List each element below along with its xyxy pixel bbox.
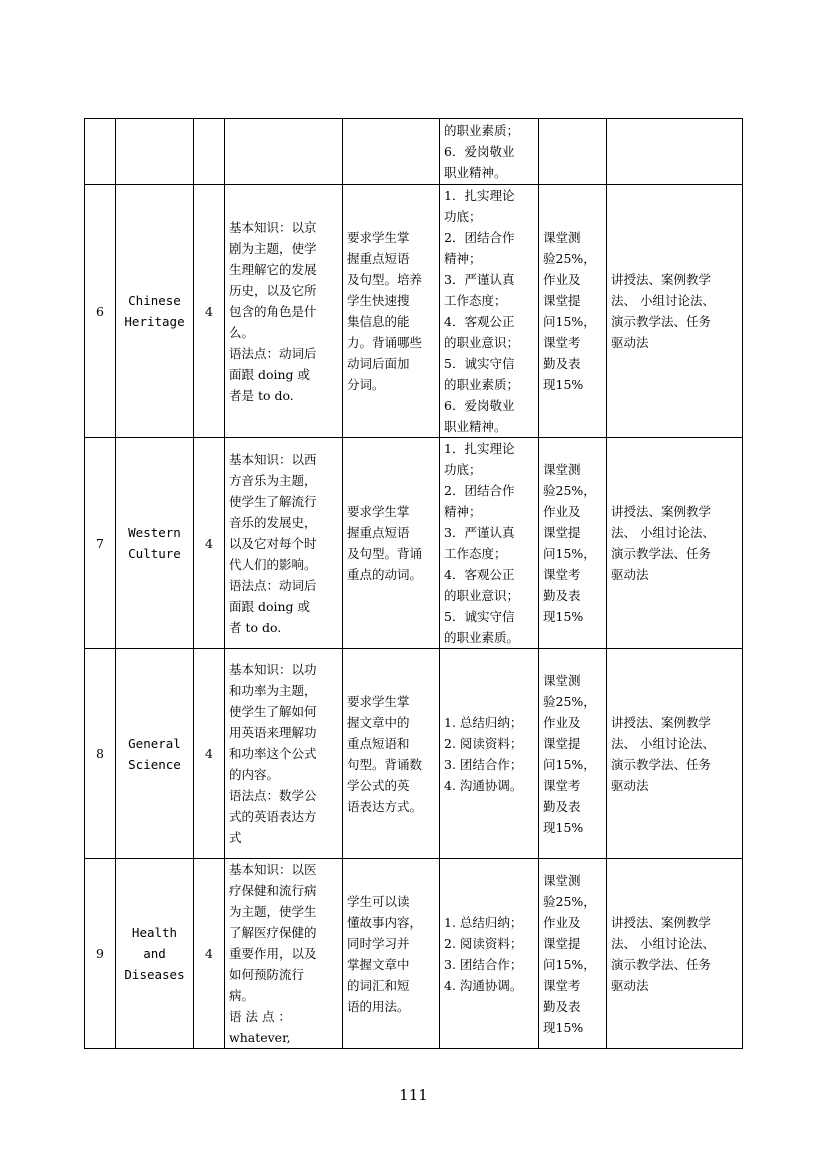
cell-line: 功底； bbox=[444, 209, 482, 224]
cell-line: 课堂测 bbox=[543, 230, 581, 245]
lesson-number-cell bbox=[85, 438, 116, 649]
cell-line: 现15% bbox=[543, 819, 584, 835]
cell-line: 4．客观公正 bbox=[444, 314, 515, 329]
unit-name-cell bbox=[116, 649, 194, 859]
cell-line: 要求学生掌 bbox=[347, 230, 410, 245]
assessment-cell bbox=[539, 119, 607, 185]
skill-objective-cell bbox=[343, 185, 440, 438]
cell-line: 勤及表 bbox=[543, 798, 581, 814]
cell-line: 3．严谨认真 bbox=[444, 272, 515, 287]
teaching-methods-cell bbox=[607, 438, 743, 649]
cell-line: 演示教学法、任务 bbox=[611, 956, 712, 972]
cell-line: 的词汇和短 bbox=[347, 977, 410, 993]
cell-line: 面跟 doing 或 bbox=[229, 598, 311, 614]
cell-line: 基本知识：以京 bbox=[229, 219, 317, 235]
cell-line: 职业精神。 bbox=[444, 419, 507, 434]
cell-line: 病。 bbox=[229, 988, 255, 1003]
cell-line: 验25%， bbox=[543, 251, 596, 266]
cell-line: 验25%， bbox=[543, 483, 596, 498]
quality-objective-cell bbox=[440, 859, 539, 1049]
teaching-methods-cell bbox=[607, 119, 743, 185]
hours-cell bbox=[194, 649, 225, 859]
cell-text: 4 bbox=[205, 946, 213, 961]
cell-line: 讲授法、案例教学 bbox=[611, 504, 712, 519]
cell-line: 课堂测 bbox=[543, 872, 581, 888]
skill-objective-cell bbox=[343, 859, 440, 1049]
cell-line: 2. 阅读资料； bbox=[444, 735, 523, 751]
assessment-cell bbox=[539, 649, 607, 859]
cell-text: 7 bbox=[96, 535, 104, 551]
cell-line: 驱动法 bbox=[611, 777, 649, 793]
cell-line: 基本知识：以功 bbox=[229, 662, 317, 677]
cell-line: 重要作用，以及 bbox=[229, 946, 317, 961]
cell-text: 4 bbox=[205, 303, 213, 319]
cell-line: 学生可以读 bbox=[347, 893, 410, 909]
hours-cell bbox=[194, 119, 225, 185]
unit-name-cell bbox=[116, 119, 194, 185]
hours-cell bbox=[194, 185, 225, 438]
cell-line: 如何预防流行 bbox=[229, 967, 305, 982]
cell-line: 验25%， bbox=[543, 893, 596, 909]
table-row bbox=[85, 649, 743, 859]
cell-line: 作业及 bbox=[543, 714, 581, 730]
cell-line: 剧为主题，使学 bbox=[229, 240, 317, 256]
cell-line: 勤及表 bbox=[543, 356, 581, 371]
cell-line: 驱动法 bbox=[611, 567, 649, 582]
skill-objective-cell bbox=[343, 649, 440, 859]
cell-line: 语法点：动词后 bbox=[229, 577, 317, 593]
cell-line: 6．爱岗敬业 bbox=[444, 398, 515, 413]
quality-objective-cell bbox=[440, 438, 539, 649]
cell-text: 4 bbox=[205, 746, 213, 761]
table-row bbox=[85, 119, 743, 185]
cell-line: Culture bbox=[128, 546, 181, 561]
cell-line: 3. 团结合作； bbox=[444, 956, 523, 972]
cell-line: 法、 小组讨论法、 bbox=[611, 735, 715, 751]
knowledge-objective-cell bbox=[225, 119, 343, 185]
cell-line: 者是 to do. bbox=[229, 387, 294, 403]
cell-line: 问15%， bbox=[543, 314, 596, 329]
cell-line: 演示教学法、任务 bbox=[611, 756, 712, 772]
cell-line: 语表达方式。 bbox=[347, 798, 423, 814]
cell-line: 2．团结合作 bbox=[444, 483, 515, 498]
cell-line: 3. 团结合作； bbox=[444, 756, 523, 772]
cell-line: 职业精神。 bbox=[444, 165, 507, 180]
page-number: 111 bbox=[399, 1086, 428, 1104]
cell-line: 课堂提 bbox=[543, 293, 581, 308]
cell-line: 同时学习并 bbox=[347, 935, 410, 951]
cell-line: Western bbox=[128, 525, 181, 540]
teaching-methods-cell bbox=[607, 185, 743, 438]
cell-line: whatever, bbox=[229, 1030, 291, 1045]
cell-line: 握文章中的 bbox=[347, 714, 410, 730]
cell-line: 要求学生掌 bbox=[347, 504, 410, 519]
cell-line: 4. 沟通协调。 bbox=[444, 777, 523, 793]
cell-line: 课堂提 bbox=[543, 525, 581, 540]
cell-line: 问15%， bbox=[543, 956, 596, 972]
assessment-cell bbox=[539, 185, 607, 438]
cell-line: 握重点短语 bbox=[347, 251, 410, 266]
cell-line: 现15% bbox=[543, 377, 584, 392]
cell-line: 包含的角色是什 bbox=[229, 303, 317, 319]
cell-line: 法、 小组讨论法、 bbox=[611, 525, 715, 540]
cell-line: 讲授法、案例教学 bbox=[611, 272, 712, 287]
cell-line: 以及它对每个时 bbox=[229, 535, 317, 551]
quality-objective-cell bbox=[440, 119, 539, 185]
cell-line: 使学生了解如何 bbox=[229, 704, 317, 719]
cell-line: 面跟 doing 或 bbox=[229, 366, 311, 382]
cell-line: 课堂提 bbox=[543, 735, 581, 751]
cell-line: 使学生了解流行 bbox=[229, 493, 317, 509]
cell-line: 3．严谨认真 bbox=[444, 525, 515, 540]
cell-line: 句型。背诵数 bbox=[347, 756, 423, 772]
cell-line: 集信息的能 bbox=[347, 314, 410, 329]
cell-line: 勤及表 bbox=[543, 588, 581, 603]
cell-line: 1．扎实理论 bbox=[444, 188, 515, 203]
teaching-methods-cell bbox=[607, 859, 743, 1049]
skill-objective-cell bbox=[343, 119, 440, 185]
cell-line: 问15%， bbox=[543, 546, 596, 561]
table-row bbox=[85, 185, 743, 438]
cell-line: 的职业素质； bbox=[444, 123, 520, 138]
cell-line: 5．诚实守信 bbox=[444, 356, 515, 371]
unit-name-cell bbox=[116, 859, 194, 1049]
cell-line: 懂故事内容， bbox=[347, 914, 423, 930]
cell-line: 4．客观公正 bbox=[444, 567, 515, 582]
cell-line: 2．团结合作 bbox=[444, 230, 515, 245]
cell-line: 精神； bbox=[444, 251, 482, 266]
cell-line: 功底； bbox=[444, 462, 482, 477]
cell-line: Diseases bbox=[124, 967, 185, 982]
cell-line: 力。背诵哪些 bbox=[347, 335, 423, 350]
cell-line: 6．爱岗敬业 bbox=[444, 144, 515, 159]
cell-line: 了解医疗保健的 bbox=[229, 925, 317, 940]
quality-objective-cell bbox=[440, 649, 539, 859]
cell-line: 驱动法 bbox=[611, 335, 649, 350]
cell-line: 1. 总结归纳； bbox=[444, 714, 523, 730]
cell-line: 勤及表 bbox=[543, 998, 581, 1014]
cell-line: 及句型。培养 bbox=[347, 272, 423, 287]
table-row bbox=[85, 438, 743, 649]
cell-line: 语的用法。 bbox=[347, 998, 410, 1014]
cell-line: 重点短语和 bbox=[347, 735, 410, 751]
cell-line: 代人们的影响。 bbox=[229, 556, 317, 572]
cell-line: 疗保健和流行病 bbox=[229, 883, 317, 898]
cell-text: 4 bbox=[205, 535, 213, 551]
lesson-number-cell bbox=[85, 859, 116, 1049]
cell-line: 讲授法、案例教学 bbox=[611, 914, 712, 930]
cell-line: Health bbox=[131, 925, 178, 940]
cell-line: 的职业意识； bbox=[444, 588, 520, 603]
cell-line: Heritage bbox=[124, 314, 185, 329]
cell-line: and bbox=[143, 946, 166, 961]
knowledge-objective-cell bbox=[225, 859, 343, 1049]
cell-line: 验25%， bbox=[543, 693, 596, 709]
cell-line: 1. 总结归纳； bbox=[444, 914, 523, 930]
cell-line: 演示教学法、任务 bbox=[611, 314, 712, 329]
cell-line: Science bbox=[128, 756, 181, 772]
cell-line: 和功率这个公式 bbox=[229, 746, 317, 761]
cell-line: 掌握文章中 bbox=[347, 956, 410, 972]
cell-line: 语 法 点 ： bbox=[229, 1009, 291, 1024]
knowledge-objective-cell bbox=[225, 185, 343, 438]
cell-line: 课堂提 bbox=[543, 935, 581, 951]
cell-line: 1．扎实理论 bbox=[444, 441, 515, 456]
cell-line: 要求学生掌 bbox=[347, 693, 410, 709]
cell-text: 6 bbox=[96, 303, 104, 319]
cell-line: 课堂考 bbox=[543, 977, 581, 993]
cell-line: 基本知识：以西 bbox=[229, 451, 317, 467]
unit-name-cell bbox=[116, 185, 194, 438]
cell-line: 分词。 bbox=[347, 377, 385, 392]
hours-cell bbox=[194, 438, 225, 649]
assessment-cell bbox=[539, 859, 607, 1049]
cell-line: 语法点：数学公 bbox=[229, 788, 317, 803]
cell-line: 握重点短语 bbox=[347, 525, 410, 540]
cell-line: 工作态度； bbox=[444, 546, 507, 561]
cell-line: 工作态度； bbox=[444, 293, 507, 308]
cell-line: 作业及 bbox=[543, 504, 581, 519]
lesson-number-cell bbox=[85, 649, 116, 859]
cell-line: 的职业素质； bbox=[444, 377, 520, 392]
cell-line: 者 to do. bbox=[229, 619, 282, 635]
cell-line: 课堂考 bbox=[543, 335, 581, 350]
cell-line: 的内容。 bbox=[229, 767, 280, 782]
cell-line: 5．诚实守信 bbox=[444, 609, 515, 624]
cell-line: 问15%， bbox=[543, 756, 596, 772]
knowledge-objective-cell bbox=[225, 649, 343, 859]
cell-line: 生理解它的发展 bbox=[229, 261, 317, 277]
cell-line: 及句型。背诵 bbox=[347, 546, 423, 561]
cell-line: 历史，以及它所 bbox=[229, 282, 317, 298]
cell-line: 4. 沟通协调。 bbox=[444, 977, 523, 993]
quality-objective-cell bbox=[440, 185, 539, 438]
cell-line: 现15% bbox=[543, 609, 584, 624]
cell-line: 作业及 bbox=[543, 914, 581, 930]
cell-line: Chinese bbox=[128, 293, 181, 308]
cell-line: 为主题，使学生 bbox=[229, 904, 317, 919]
cell-line: 法、 小组讨论法、 bbox=[611, 293, 715, 308]
cell-line: 学生快速搜 bbox=[347, 293, 410, 308]
cell-line: 作业及 bbox=[543, 272, 581, 287]
cell-line: 课堂考 bbox=[543, 777, 581, 793]
cell-line: 学公式的英 bbox=[347, 777, 410, 793]
cell-line: 2. 阅读资料； bbox=[444, 935, 523, 951]
cell-line: 精神； bbox=[444, 504, 482, 519]
cell-line: 么。 bbox=[229, 324, 255, 340]
cell-line: 现15% bbox=[543, 1019, 584, 1035]
cell-line: 用英语来理解功 bbox=[229, 725, 317, 740]
cell-line: 讲授法、案例教学 bbox=[611, 714, 712, 730]
cell-line: 方音乐为主题， bbox=[229, 472, 317, 488]
cell-line: 基本知识：以医 bbox=[229, 862, 317, 877]
cell-line: 课堂考 bbox=[543, 567, 581, 582]
cell-text: 8 bbox=[96, 746, 104, 761]
cell-line: 的职业素质。 bbox=[444, 630, 520, 645]
cell-line: 语法点：动词后 bbox=[229, 345, 317, 361]
cell-line: 的职业意识； bbox=[444, 335, 520, 350]
cell-line: 课堂测 bbox=[543, 672, 581, 688]
cell-line: General bbox=[128, 735, 181, 751]
syllabus-table bbox=[84, 118, 743, 1049]
cell-line: 动词后面加 bbox=[347, 356, 410, 371]
cell-line: 驱动法 bbox=[611, 977, 649, 993]
cell-line: 法、 小组讨论法、 bbox=[611, 935, 715, 951]
cell-line: 课堂测 bbox=[543, 462, 581, 477]
cell-line: 式 bbox=[229, 830, 242, 845]
cell-line: 重点的动词。 bbox=[347, 567, 423, 582]
skill-objective-cell bbox=[343, 438, 440, 649]
table-row bbox=[85, 859, 743, 1049]
cell-line: 式的英语表达方 bbox=[229, 809, 317, 824]
hours-cell bbox=[194, 859, 225, 1049]
cell-line: 音乐的发展史， bbox=[229, 514, 317, 530]
knowledge-objective-cell bbox=[225, 438, 343, 649]
cell-line: 和功率为主题， bbox=[229, 683, 317, 698]
unit-name-cell bbox=[116, 438, 194, 649]
cell-line: 演示教学法、任务 bbox=[611, 546, 712, 561]
teaching-methods-cell bbox=[607, 649, 743, 859]
cell-text: 9 bbox=[96, 946, 104, 961]
lesson-number-cell bbox=[85, 185, 116, 438]
lesson-number-cell bbox=[85, 119, 116, 185]
assessment-cell bbox=[539, 438, 607, 649]
